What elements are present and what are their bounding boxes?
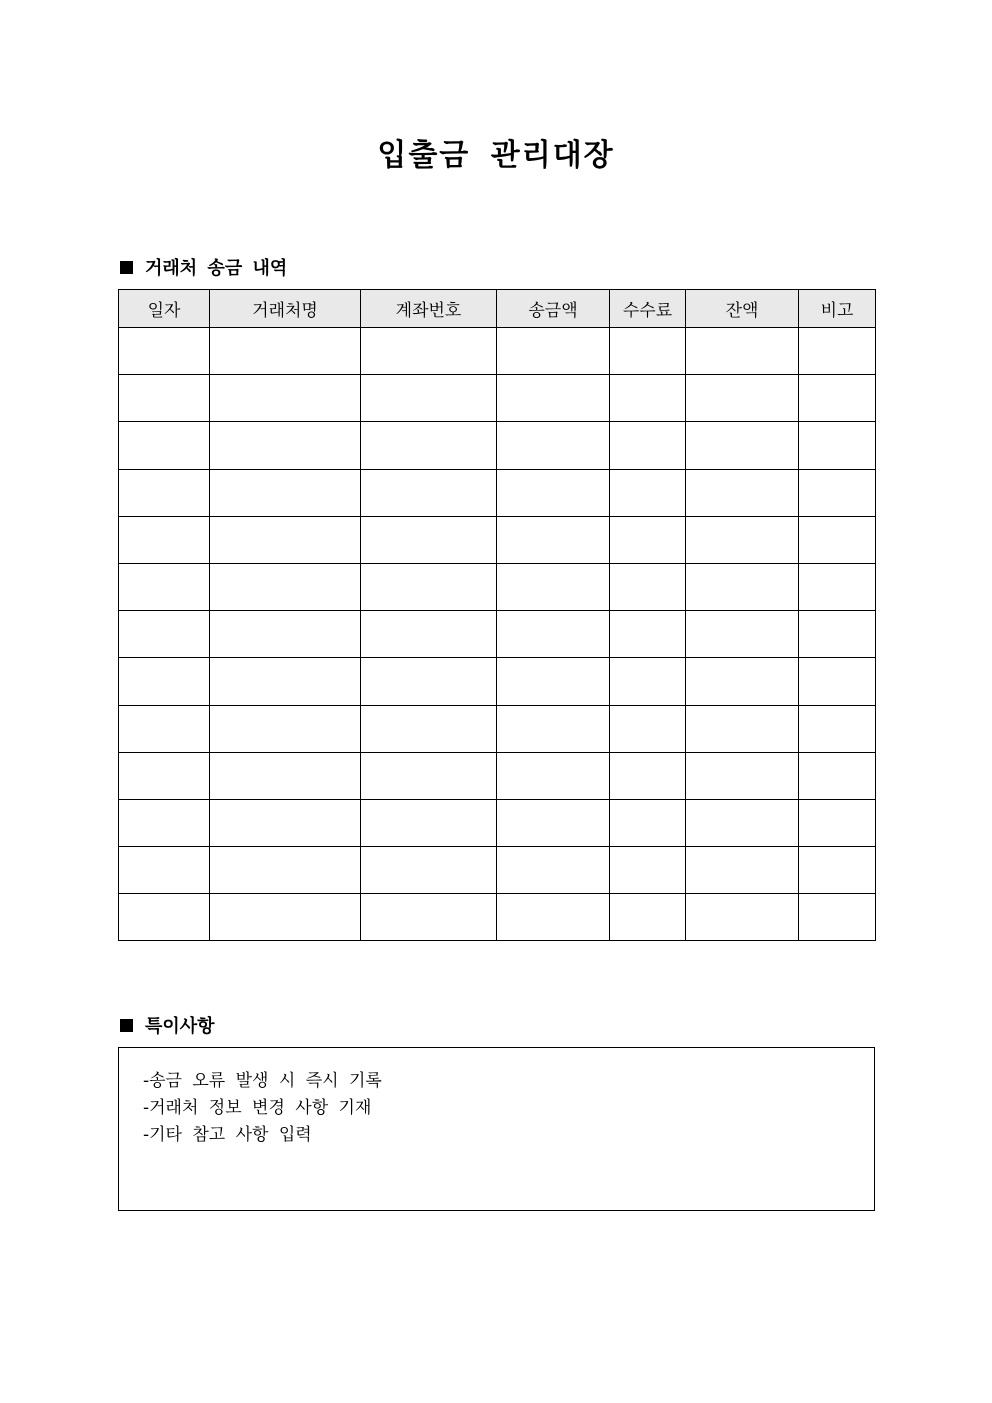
table-cell[interactable] [610,422,686,469]
notes-section-heading [120,1012,215,1038]
table-cell[interactable] [119,563,210,610]
table-cell[interactable] [799,328,876,375]
column-header-date: 일자 [119,290,210,328]
table-cell[interactable] [686,799,799,846]
table-cell[interactable] [799,375,876,422]
table-row [119,705,876,752]
table-row [119,516,876,563]
table-cell[interactable] [686,658,799,705]
table-cell[interactable] [686,469,799,516]
table-cell[interactable] [799,752,876,799]
table-cell[interactable] [610,752,686,799]
table-cell[interactable] [361,705,497,752]
table-row [119,752,876,799]
table-cell[interactable] [686,611,799,658]
table-cell[interactable] [686,422,799,469]
table-row [119,375,876,422]
table-cell[interactable] [361,469,497,516]
table-cell[interactable] [610,563,686,610]
table-cell[interactable] [361,422,497,469]
table-cell[interactable] [610,705,686,752]
table-cell[interactable] [361,375,497,422]
table-row [119,847,876,894]
table-cell[interactable] [686,563,799,610]
table-row [119,611,876,658]
table-cell[interactable] [610,469,686,516]
remittance-section-heading [120,254,287,280]
table-cell[interactable] [497,611,610,658]
table-cell[interactable] [610,799,686,846]
table-cell[interactable] [610,375,686,422]
table-cell[interactable] [119,422,210,469]
table-cell[interactable] [799,611,876,658]
table-cell[interactable] [210,611,361,658]
square-bullet-icon [120,1019,133,1032]
table-cell[interactable] [610,611,686,658]
table-cell[interactable] [119,516,210,563]
table-cell[interactable] [210,658,361,705]
table-cell[interactable] [361,611,497,658]
table-cell[interactable] [799,469,876,516]
table-row [119,799,876,846]
table-cell[interactable] [799,705,876,752]
table-cell[interactable] [210,328,361,375]
table-cell[interactable] [119,611,210,658]
table-cell[interactable] [361,799,497,846]
table-cell[interactable] [497,705,610,752]
table-header-row [119,290,876,328]
table-cell[interactable] [497,375,610,422]
page-title: 입출금 관리대장 [377,138,615,173]
table-cell[interactable] [610,516,686,563]
table-cell[interactable] [497,563,610,610]
table-cell[interactable] [497,469,610,516]
table-cell[interactable] [497,752,610,799]
table-cell[interactable] [610,328,686,375]
remittance-section-title: 거래처 송금 내역 [145,258,288,279]
table-cell[interactable] [799,658,876,705]
remittance-table [118,289,876,941]
table-cell[interactable] [610,847,686,894]
table-cell[interactable] [119,847,210,894]
table-cell[interactable] [210,705,361,752]
table-cell[interactable] [497,516,610,563]
table-cell[interactable] [210,847,361,894]
table-cell[interactable] [686,752,799,799]
table-cell[interactable] [799,799,876,846]
table-cell[interactable] [210,563,361,610]
column-header-account-number: 계좌번호 [361,290,497,328]
table-cell[interactable] [686,705,799,752]
table-cell[interactable] [119,375,210,422]
table-cell[interactable] [210,375,361,422]
table-cell[interactable] [361,328,497,375]
table-cell[interactable] [799,422,876,469]
table-row [119,658,876,705]
table-cell[interactable] [799,516,876,563]
table-cell[interactable] [799,847,876,894]
table-cell[interactable] [361,847,497,894]
note-line: -기타 참고 사항 입력 [143,1125,312,1145]
table-row [119,563,876,610]
table-row [119,469,876,516]
table-cell[interactable] [361,516,497,563]
notes-box [118,1047,875,1211]
table-body [119,328,876,941]
note-line: -송금 오류 발생 시 즉시 기록 [143,1071,382,1091]
table-cell[interactable] [119,752,210,799]
table-cell[interactable] [610,894,686,941]
table-row [119,328,876,375]
table-cell[interactable] [497,894,610,941]
table-cell[interactable] [686,328,799,375]
column-header-remittance-amount: 송금액 [497,290,610,328]
table-cell[interactable] [119,894,210,941]
note-line: -거래처 정보 변경 사항 기재 [143,1098,372,1118]
square-bullet-icon [120,261,133,274]
table-cell[interactable] [497,422,610,469]
table-cell[interactable] [210,422,361,469]
table-row [119,422,876,469]
table-cell[interactable] [210,752,361,799]
table-cell[interactable] [361,894,497,941]
column-header-client-name: 거래처명 [210,290,361,328]
column-header-remarks: 비고 [799,290,876,328]
table-cell[interactable] [210,516,361,563]
table-cell[interactable] [497,799,610,846]
column-header-balance: 잔액 [686,290,799,328]
table-cell[interactable] [799,894,876,941]
table-cell[interactable] [119,328,210,375]
table-cell[interactable] [610,658,686,705]
table-cell[interactable] [686,375,799,422]
table-cell[interactable] [210,469,361,516]
table-cell[interactable] [119,658,210,705]
column-header-fee: 수수료 [610,290,686,328]
table-cell[interactable] [497,328,610,375]
table-row [119,894,876,941]
table-cell[interactable] [361,752,497,799]
table-cell[interactable] [119,799,210,846]
table-cell[interactable] [686,516,799,563]
table-cell[interactable] [686,894,799,941]
table-cell[interactable] [686,847,799,894]
table-cell[interactable] [361,658,497,705]
table-cell[interactable] [497,847,610,894]
table-cell[interactable] [119,469,210,516]
table-cell[interactable] [210,799,361,846]
table-cell[interactable] [799,563,876,610]
table-cell[interactable] [361,563,497,610]
table-cell[interactable] [210,894,361,941]
table-cell[interactable] [119,705,210,752]
table-cell[interactable] [497,658,610,705]
notes-section-title: 특이사항 [145,1016,215,1037]
